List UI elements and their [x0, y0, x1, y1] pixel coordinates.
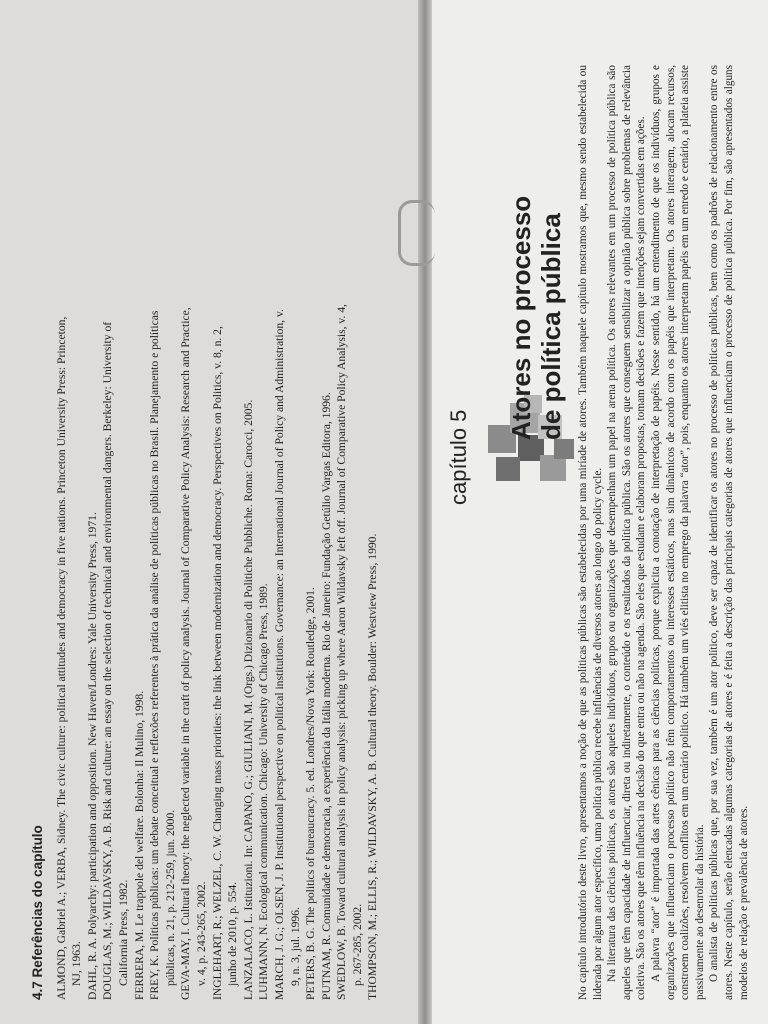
- reference-item: GEVA-MAY, I. Cultural theory: the neglected variable in the craft of policy analysis. Journal of Comparative Policy Analysis: Research and Practice, v. 4, p. 243-265, 2002.: [179, 307, 208, 1000]
- reference-item: PUTNAM, R. Comunidade e democracia, a experiência da Itália moderna. Rio de Janeiro: Fundação Getúlio Vargas Editora, 1996.: [319, 392, 333, 1000]
- body-paragraph: A palavra “ator” é importada das artes cênicas para as ciências políticas, porque explicita a conotação de interpretação de papéis. Nesse sentido, há um entendimento de que os indivíduos, grupos e organizações que influenciam o processo político não têm comportamentos ou interesses estáticos, mas sim dinâmicos de acordo com os papéis que interpretam. Os atores interagem, alocam recursos, constroem coalizões, resolvem conflitos em um cenário político. Há também um viés elitista no emprego da palavra “ator”, pois, enquanto os atores interpretam papéis em um enredo e cenário, a plateia assiste passivamente ao desenrolar da história.: [649, 65, 706, 1000]
- reference-item: ALMOND, Gabriel A.; VERBA, Sidney. The civic culture: political attitudes and democracy in five nations. Princeton University Press: Princeton, NJ, 1963.: [54, 316, 84, 1000]
- chapter-body: [576, 65, 756, 1000]
- reference-list: [54, 300, 381, 1000]
- chapter-title-line1: Atores no processo: [506, 195, 536, 440]
- paragraph-list: [576, 65, 751, 1000]
- paper-clip: [398, 200, 435, 266]
- body-paragraph: O analista de políticas públicas que, por sua vez, também é um ator político, deve ser capaz de identificar os atores no processo de políticas públicas, bem como os padrões de relacionamento entre os atores. Neste capítulo, serão elencadas algumas categorias de atores e é feita a descrição das principais categorias de atores que influenciam o processo de política pública. Por fim, são apresentados alguns modelos de relação e prevalência de atores.: [708, 65, 750, 1000]
- body-paragraph: No capítulo introdutório deste livro, apresentamos a noção de que as políticas públicas são estabelecidas por uma miríade de atores. Também naquele capítulo mostramos que, mesmo sendo estabelecida ou liderada por algum ator específico, uma política pública recebe influências de diversos atores ao longo do policy cycle.: [577, 65, 604, 1000]
- book-gutter: [418, 0, 432, 1024]
- reference-item: LANZALACO, L. Istituzioni. In: CAPANO, G.; GIULIANI, M. (Orgs.) Dizionario di Politiche Pubbliche. Roma: Carocci, 2005.: [241, 399, 255, 1000]
- reference-item: FERRERA, M. Le trappole del welfare. Bolonha: Il Mulino, 1998.: [132, 690, 146, 1000]
- reference-item: INGLEHART, R.; WELZEL, C. W. Changing mass priorities: the link between modernization and democracy. Perspectives on Politics, v. 8, n. 2, junho de 2010, p. 554.: [210, 326, 240, 1000]
- reference-item: MARCH, J. G.; OLSEN, J. P. Institutional perspective on political institutions. Governance: an International Journal of Policy and Administration, v. 9, n. 3, jul. 1996.: [272, 309, 302, 1000]
- body-paragraph: Na literatura das ciências políticas, os atores são aqueles indivíduos, grupos ou organizações que desempenham um papel na arena política. Os atores relevantes em um processo de política pública são aqueles que têm capacidade de influenciar, direta ou indiretamente, o conteúdo e os resultados da política pública. São os atores que conseguem sensibilizar a opinião pública sobre problemas de relevância coletiva. São os atores que têm influência na decisão do que entra ou não na agenda. São eles que estudam e elaboram propostas, tomam decisões e fazem que intenções sejam convertidas em ações.: [606, 65, 648, 1000]
- reference-item: LUHMANN, N. Ecological communication. Chicago: University of Chicago Press, 1989.: [257, 583, 271, 1000]
- references-heading: 4.7 Referências do capítulo: [30, 825, 45, 1000]
- reference-item: DOUGLAS, M.; WILDAVSKY, A. B. Risk and culture: an essay on the selection of technical and environmental dangers. Berkeley: University of California Press, 1982.: [101, 321, 130, 1000]
- chapter-label-wrap: [446, 375, 486, 505]
- chapter-title-line2: de política pública: [536, 213, 566, 440]
- chapter-label: capítulo 5: [446, 409, 471, 505]
- reference-item: THOMPSON, M.; ELLIS, R.; WILDAVSKY, A. B. Cultural theory. Boulder: Westview Press, 1990.: [366, 533, 380, 1000]
- reference-item: DAHL, R. A. Polyarchy: participation and opposition. New Haven/Londres: Yale University Press, 1971.: [85, 512, 99, 1000]
- reference-item: PETERS, B. G. The politics of bureaucracy. 5. ed. Londres/Nova York: Routledge, 2001.: [304, 587, 318, 1000]
- reference-item: SWEDLOW, B. Toward cultural analysis in policy analysis: picking up where Aaron Wildavsky left off. Journal of Comparative Policy Analysis, v. 4, p. 267-285, 2002.: [335, 304, 364, 1000]
- reference-item: FREY, K. Políticas públicas: um debate conceitual e reflexões referentes à prática da análise de políticas públicas no Brasil. Planejamento e políticas públicas, n. 21, p. 212-259, jun. 2000.: [148, 310, 177, 1000]
- references-section: [30, 300, 400, 1000]
